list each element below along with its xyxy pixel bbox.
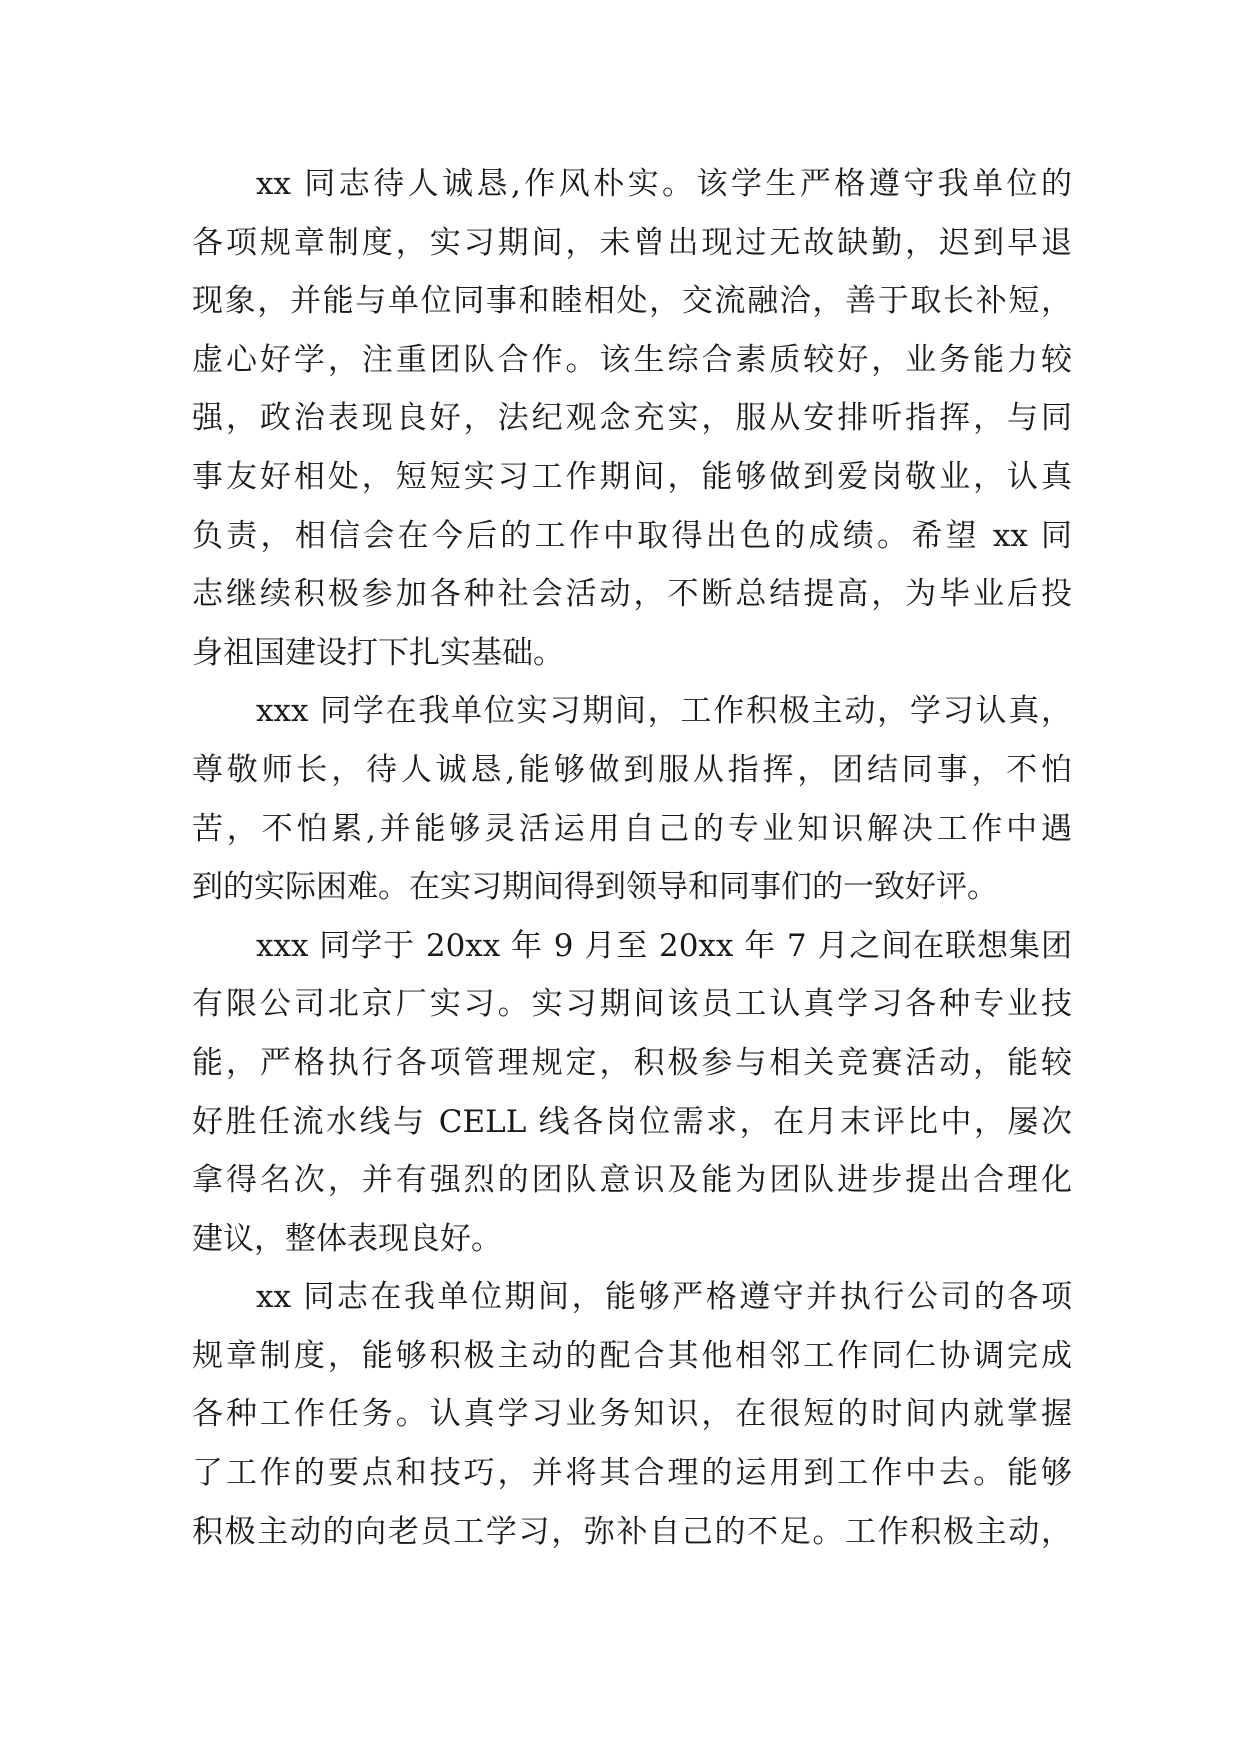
text-line: 有限公司北京厂实习。实习期间该员工认真学习各种专业技 [192,986,1072,1023]
paragraph-3 [192,917,1072,1269]
text-line: xx 同志在我单位期间，能够严格遵守并执行公司的各项 [256,1279,1072,1316]
text-line: 建议，整体表现良好。 [192,1220,502,1257]
text-line: 各种工作任务。认真学习业务知识，在很短的时间内就掌握 [192,1396,1072,1433]
document-body [192,155,1072,1561]
text-line: 好胜任流水线与 CELL 线各岗位需求，在月末评比中，屡次 [192,1103,1072,1140]
text-line: 苦，不怕累,并能够灵活运用自己的专业知识解决工作中遇 [192,810,1072,847]
paragraph-1 [192,155,1072,682]
text-line: 负责，相信会在今后的工作中取得出色的成绩。希望 xx 同 [192,517,1072,554]
text-line: 现象，并能与单位同事和睦相处，交流融洽，善于取长补短， [192,283,1072,320]
text-line: 志继续积极参加各种社会活动，不断总结提高，为毕业后投 [192,576,1072,613]
text-line: 规章制度，能够积极主动的配合其他相邻工作同仁协调完成 [192,1337,1072,1374]
text-line: xxx 同学于 20xx 年 9 月至 20xx 年 7 月之间在联想集团 [256,927,1072,964]
paragraph-2 [192,682,1072,916]
text-line: 虚心好学，注重团队合作。该生综合素质较好，业务能力较 [192,341,1072,378]
text-line: 能，严格执行各项管理规定，积极参与相关竞赛活动，能较 [192,1044,1072,1081]
text-line: 身祖国建设打下扎实基础。 [192,634,564,671]
paragraph-4 [192,1268,1072,1561]
text-line: 积极主动的向老员工学习，弥补自己的不足。工作积极主动， [192,1513,1072,1550]
text-line: 到的实际困难。在实习期间得到领导和同事们的一致好评。 [192,869,998,906]
text-line: 拿得名次，并有强烈的团队意识及能为团队进步提出合理化 [192,1162,1072,1199]
text-line: 了工作的要点和技巧，并将其合理的运用到工作中去。能够 [192,1455,1072,1492]
text-line: 各项规章制度，实习期间，未曾出现过无故缺勤，迟到早退 [192,224,1072,261]
text-line: xxx 同学在我单位实习期间，工作积极主动，学习认真， [256,693,1072,730]
text-line: 事友好相处，短短实习工作期间，能够做到爱岗敬业，认真 [192,458,1072,495]
text-line: 尊敬师长，待人诚恳,能够做到服从指挥，团结同事，不怕 [192,751,1072,788]
text-line: 强，政治表现良好，法纪观念充实，服从安排听指挥，与同 [192,400,1072,437]
text-line: xx 同志待人诚恳,作风朴实。该学生严格遵守我单位的 [256,166,1072,202]
